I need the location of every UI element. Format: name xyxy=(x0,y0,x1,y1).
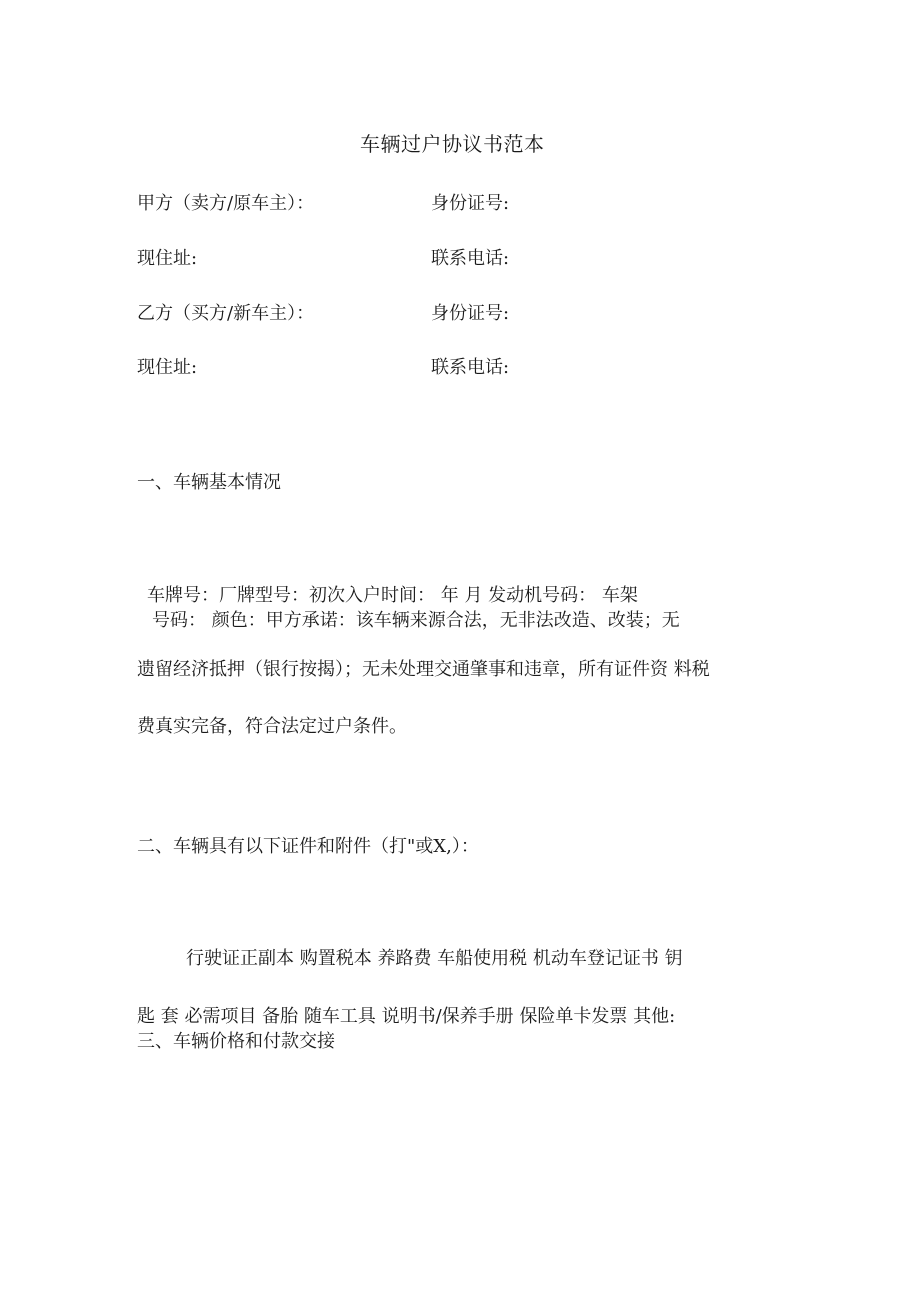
section1-line: 费真实完备，符合法定过户条件。 xyxy=(137,716,407,737)
party-a-id-label: 身份证号: xyxy=(431,193,510,214)
document-title: 车辆过户协议书范本 xyxy=(360,132,545,156)
section2-heading: 二、车辆具有以下证件和附件（打"或X,）： xyxy=(137,836,479,857)
section2-line: 匙 套 必需项目 备胎 随车工具 说明书/保养手册 保险单卡发票 其他: xyxy=(137,1006,676,1027)
section1-line: 遗留经济抵押（银行按揭）；无未处理交通肇事和违章，所有证件资 料税 xyxy=(137,659,710,680)
party-a-phone-label: 联系电话: xyxy=(431,248,510,269)
party-b-label: 乙方（买方/新车主）： xyxy=(137,303,315,324)
section2-line: 行驶证正副本 购置税本 养路费 车船使用税 机动车登记证书 钥 xyxy=(186,948,683,969)
section3-heading: 三、车辆价格和付款交接 xyxy=(137,1031,335,1052)
section1-heading: 一、车辆基本情况 xyxy=(137,472,281,493)
party-a-label: 甲方（卖方/原车主）： xyxy=(137,193,315,214)
section1-line: 车牌号：厂牌型号：初次入户时间： 年 月 发动机号码： 车架 xyxy=(147,585,638,606)
party-b-address-label: 现住址: xyxy=(137,357,198,378)
party-b-id-label: 身份证号: xyxy=(431,303,510,324)
party-a-address-label: 现住址: xyxy=(137,248,198,269)
party-b-phone-label: 联系电话: xyxy=(431,357,510,378)
section1-line: 号码： 颜色：甲方承诺：该车辆来源合法，无非法改造、改装；无 xyxy=(152,610,680,631)
